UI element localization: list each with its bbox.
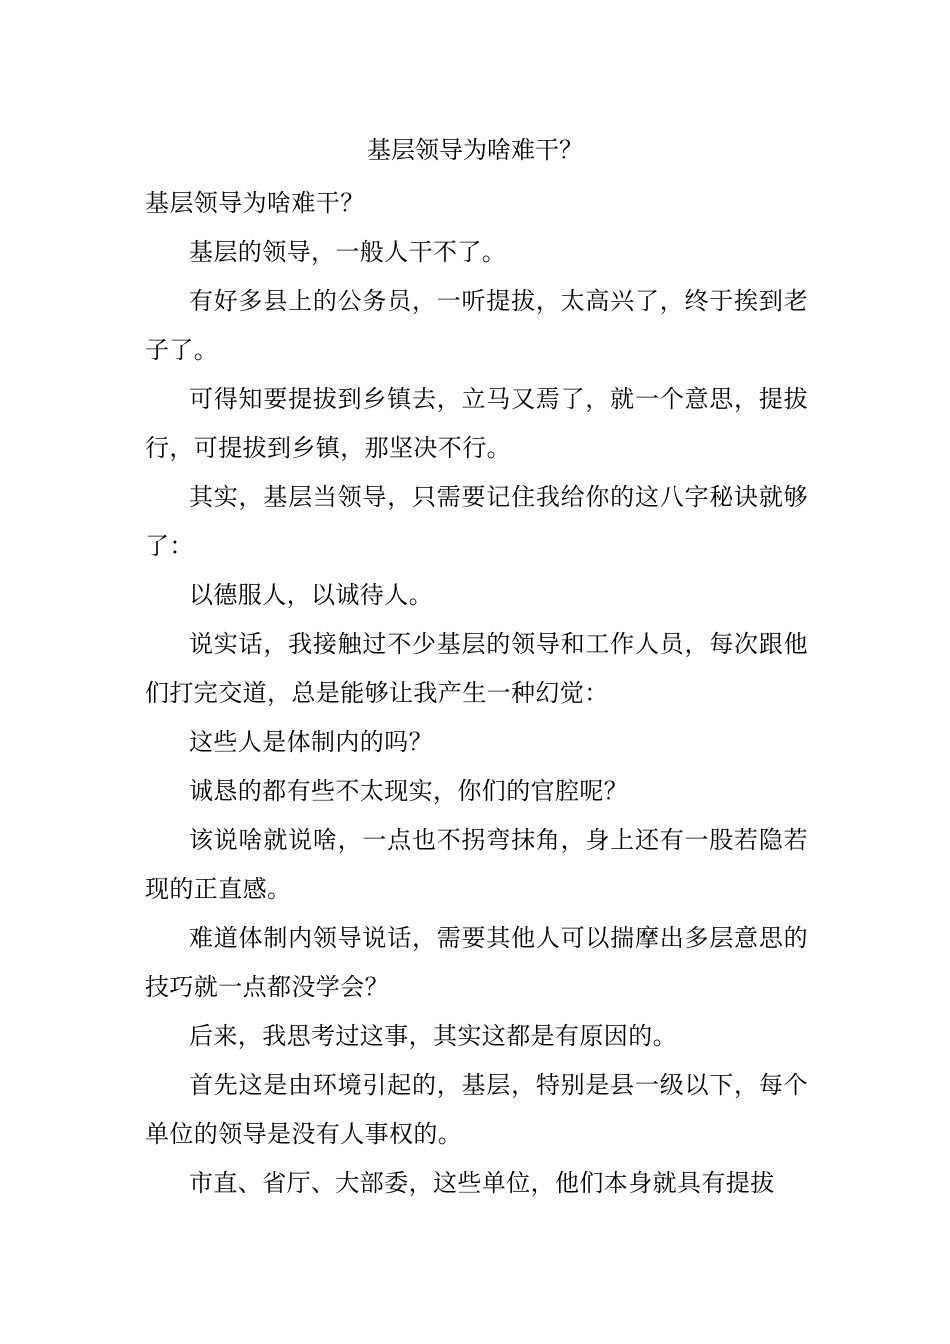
section-heading: 基层领导为啥难干？ <box>145 189 365 217</box>
document-title: 基层领导为啥难干？ <box>367 136 583 164</box>
paragraph: 后来，我思考过这事，其实这都是有原因的。 <box>189 1022 677 1050</box>
document-body <box>145 179 808 1208</box>
paragraph: 基层的领导，一般人干不了。 <box>189 238 507 266</box>
paragraph: 首先这是由环境引起的，基层，特别是县一级以下，每个单位的领导是没有人事权的。 <box>145 1071 808 1148</box>
paragraph: 这些人是体制内的吗？ <box>189 728 433 756</box>
paragraph: 市直、省厅、大部委，这些单位，他们本身就具有提拔 <box>189 1169 775 1197</box>
paragraph: 该说啥就说啥，一点也不拐弯抹角，身上还有一股若隐若现的正直感。 <box>145 826 808 903</box>
paragraph: 其实，基层当领导，只需要记住我给你的这八字秘诀就够了： <box>145 483 808 560</box>
paragraph: 诚恳的都有些不太现实，你们的官腔呢？ <box>189 777 629 805</box>
paragraph: 以德服人，以诚待人。 <box>189 581 433 609</box>
paragraph: 可得知要提拔到乡镇去，立马又焉了，就一个意思，提拔行，可提拔到乡镇，那坚决不行。 <box>145 385 808 462</box>
paragraph: 说实话，我接触过不少基层的领导和工作人员，每次跟他们打完交道，总是能够让我产生一种幻觉： <box>145 630 808 707</box>
paragraph: 难道体制内领导说话，需要其他人可以揣摩出多层意思的技巧就一点都没学会？ <box>145 924 808 1001</box>
paragraph: 有好多县上的公务员，一听提拔，太高兴了，终于挨到老子了。 <box>145 287 808 364</box>
